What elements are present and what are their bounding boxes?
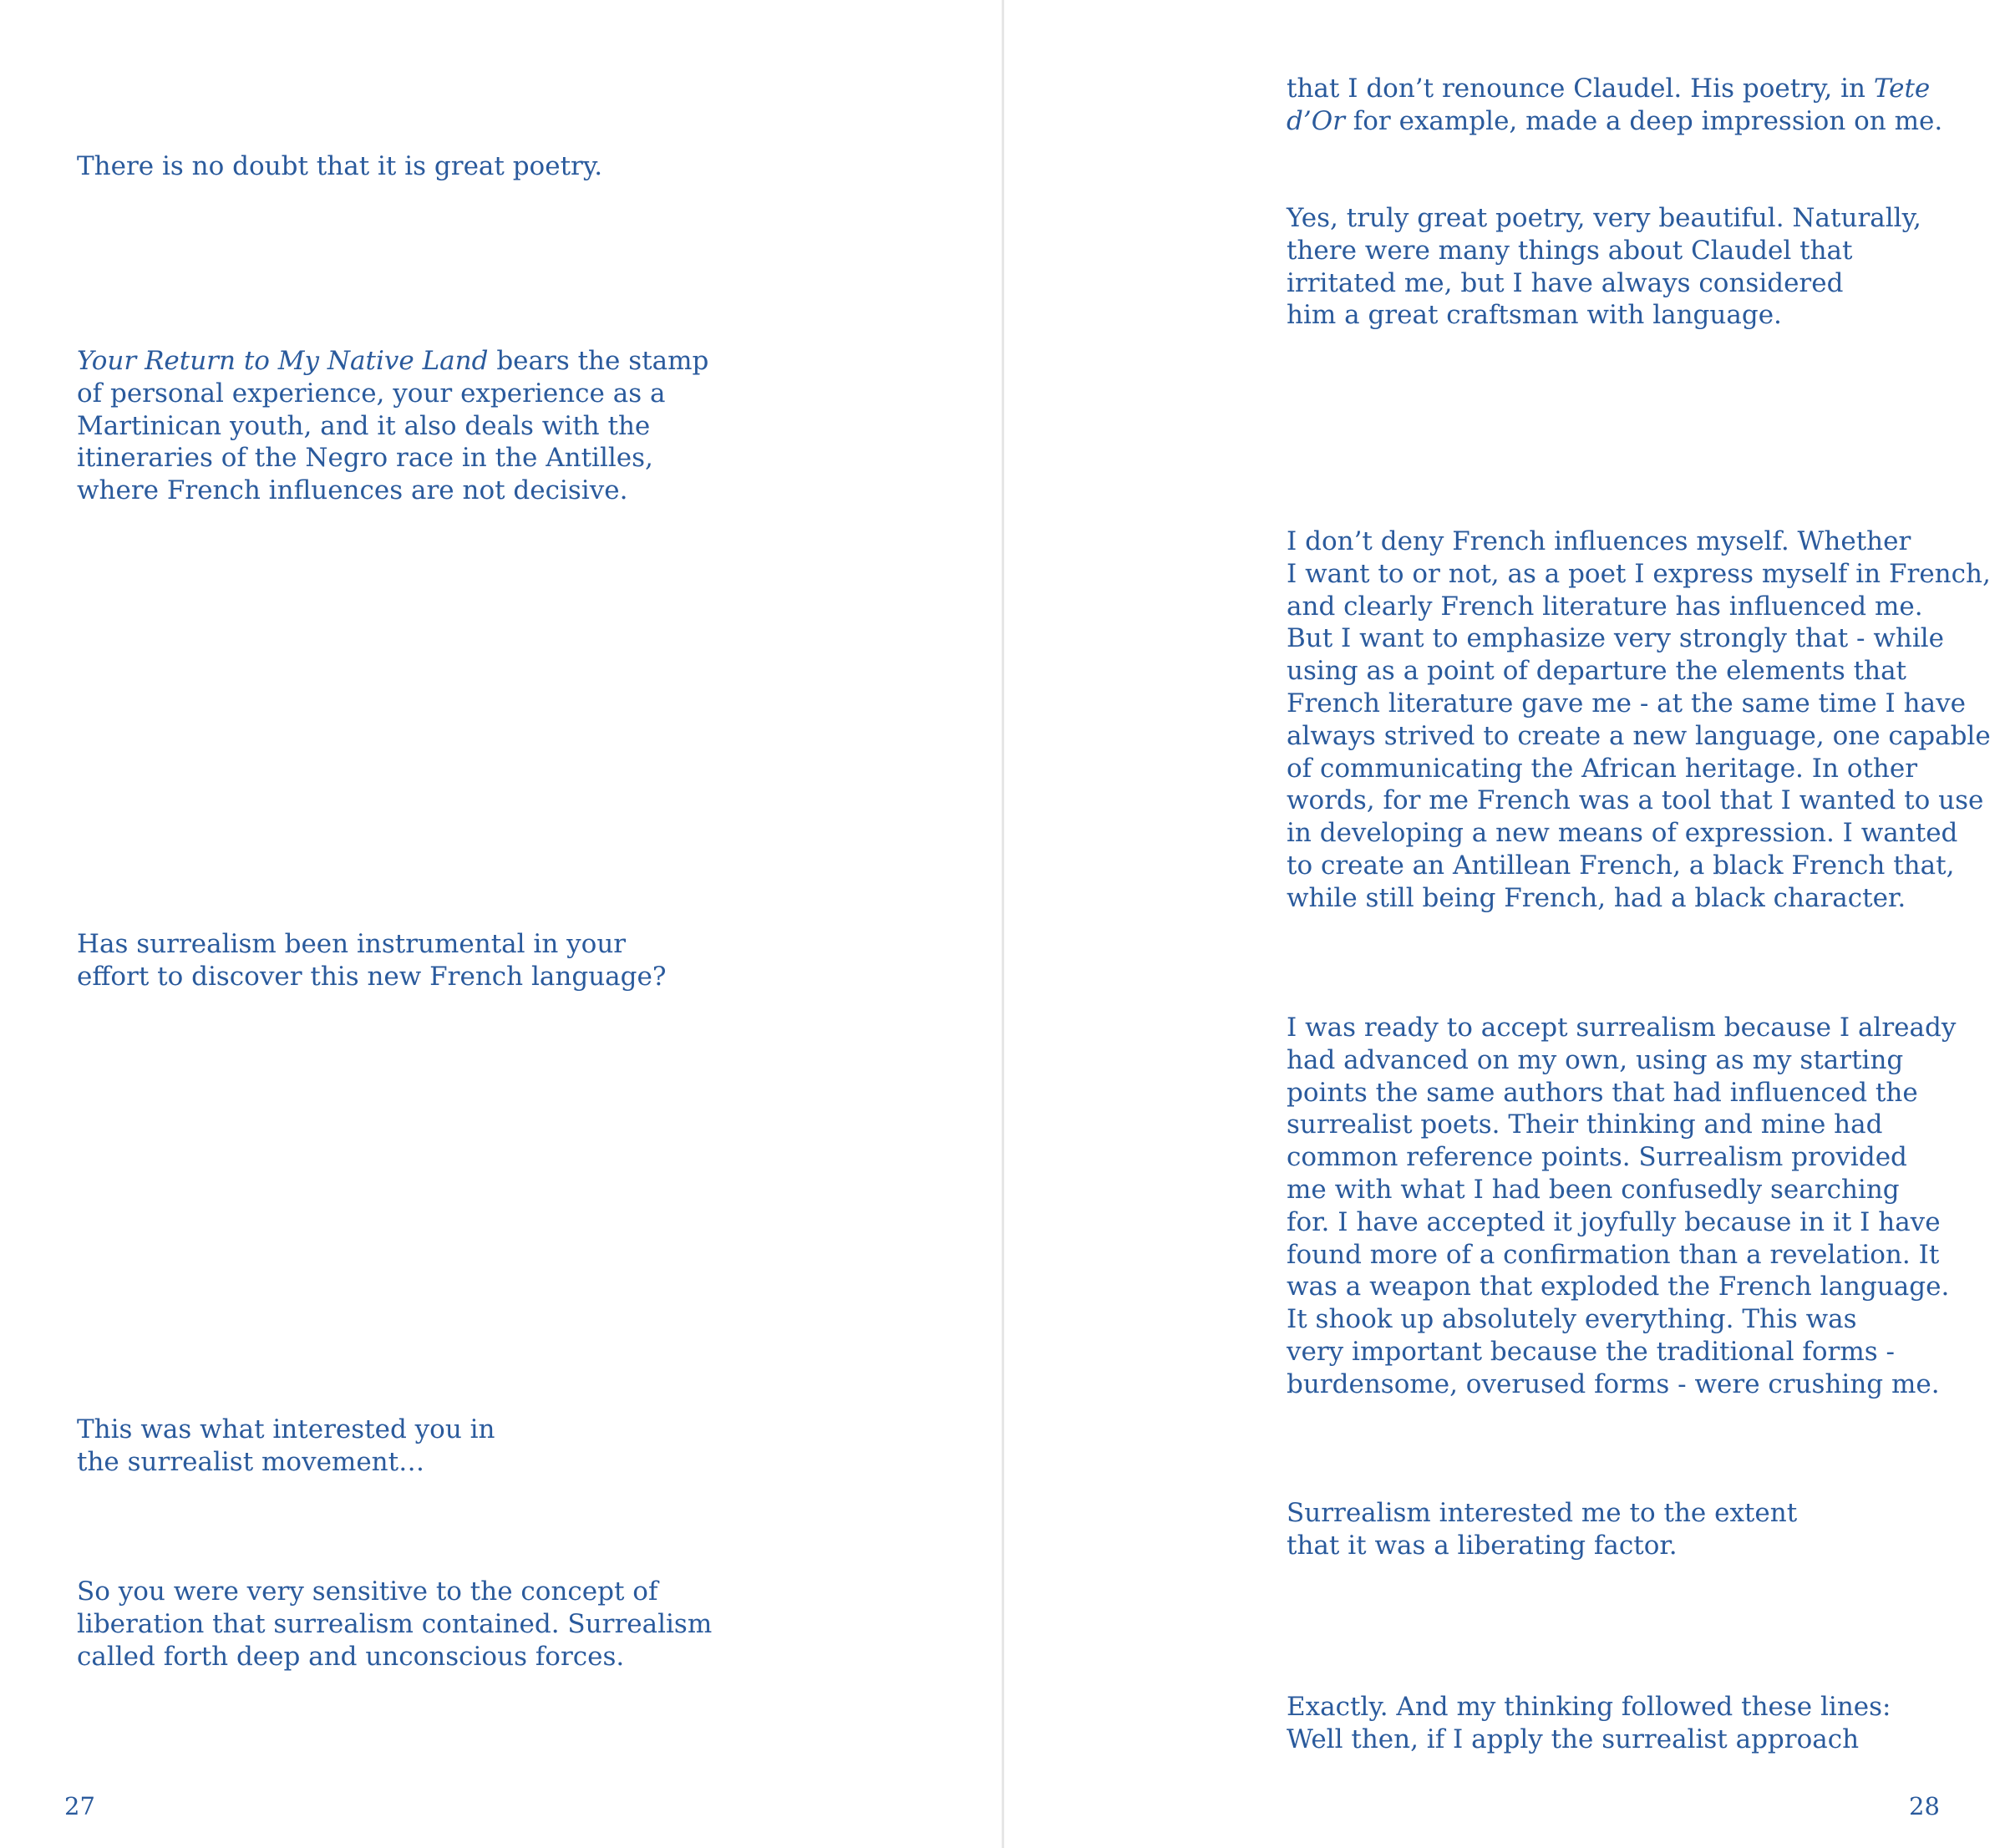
text-line: But I want to emphasize very strongly that - while bbox=[1287, 623, 1945, 654]
text-line: words, for me French was a tool that I wanted to use bbox=[1287, 785, 1984, 816]
answer-exactly bbox=[1287, 1691, 1891, 1756]
text-line: I don’t deny French influences myself. Whether bbox=[1287, 526, 1911, 556]
text-line: I was ready to accept surrealism because I already bbox=[1287, 1013, 1957, 1043]
answer-great-poetry bbox=[1287, 202, 1921, 332]
text-line: French literature gave me - at the same time I have bbox=[1287, 688, 1966, 718]
text-line: Exactly. And my thinking followed these lines: bbox=[1287, 1692, 1891, 1722]
text-line: irritated me, but I have always considered bbox=[1287, 267, 1844, 298]
text-line: Has surrealism been instrumental in your bbox=[77, 929, 627, 959]
text-line: It shook up absolutely everything. This was bbox=[1287, 1304, 1857, 1335]
text-line: Surrealism interested me to the extent bbox=[1287, 1498, 1798, 1528]
text-line: common reference points. Surrealism provided bbox=[1287, 1142, 1907, 1173]
text-line: d’Or for example, made a deep impression on me. bbox=[1287, 105, 1943, 136]
question-liberation bbox=[77, 1576, 712, 1673]
text-line: was a weapon that exploded the French language. bbox=[1287, 1272, 1950, 1302]
text-line: always strived to create a new language, one capable bbox=[1287, 720, 1991, 751]
page-number-right: 28 bbox=[1909, 1792, 1940, 1820]
question-native-land bbox=[77, 345, 708, 507]
text-line: very important because the traditional forms - bbox=[1287, 1336, 1895, 1367]
answer-liberating-factor bbox=[1287, 1497, 1797, 1562]
question-surrealism-instrumental bbox=[77, 928, 666, 993]
text-line: Martinican youth, and it also deals with the bbox=[77, 410, 651, 441]
question-surrealist-movement bbox=[77, 1414, 495, 1479]
text-line: for. I have accepted it joyfully because in it I have bbox=[1287, 1206, 1941, 1237]
answer-claudel-continued bbox=[1287, 73, 1942, 138]
play-title-italic: d’Or bbox=[1287, 105, 1345, 136]
page-number-left: 27 bbox=[64, 1792, 95, 1820]
text-line: There is no doubt that it is great poetry. bbox=[77, 151, 603, 181]
text-line: liberation that surrealism contained. Surrealism bbox=[77, 1608, 713, 1639]
book-title-italic: Your Return to My Native Land bbox=[77, 346, 489, 376]
text-line: to create an Antillean French, a black French that, bbox=[1287, 850, 1955, 881]
text-line: had advanced on my own, using as my starting bbox=[1287, 1044, 1904, 1075]
text-line: This was what interested you in bbox=[77, 1414, 495, 1444]
text-line: burdensome, overused forms - were crushing me. bbox=[1287, 1368, 1940, 1399]
text-line: the surrealist movement… bbox=[77, 1446, 425, 1477]
text-line: surrealist poets. Their thinking and mine had bbox=[1287, 1109, 1883, 1140]
answer-french-influences bbox=[1287, 525, 1991, 915]
text-line: him a great craftsman with language. bbox=[1287, 300, 1782, 331]
answer-accept-surrealism bbox=[1287, 1012, 1956, 1401]
text-line: effort to discover this new French language? bbox=[77, 961, 667, 992]
text-line: using as a point of departure the elements that bbox=[1287, 656, 1907, 687]
text-line: Well then, if I apply the surrealist approach bbox=[1287, 1724, 1860, 1754]
text-line: So you were very sensitive to the concept of bbox=[77, 1576, 658, 1607]
text-line: itineraries of the Negro race in the Antilles, bbox=[77, 443, 653, 474]
text-line: points the same authors that had influenced the bbox=[1287, 1077, 1918, 1108]
text-line: of personal experience, your experience as a bbox=[77, 378, 666, 409]
text-line: Yes, truly great poetry, very beautiful. Naturally, bbox=[1287, 203, 1921, 233]
play-title-italic: Tete bbox=[1873, 74, 1931, 104]
text-line: found more of a confirmation than a revelation. It bbox=[1287, 1239, 1940, 1270]
text-line: while still being French, had a black character. bbox=[1287, 882, 1906, 913]
left-page bbox=[0, 0, 1002, 1848]
right-page bbox=[1004, 0, 2005, 1848]
text-line: Your Return to My Native Land bears the stamp bbox=[77, 346, 709, 376]
text-line: me with what I had been confusedly searching bbox=[1287, 1174, 1900, 1205]
text-line: in developing a new means of expression. I wanted bbox=[1287, 818, 1958, 849]
question-great-poetry bbox=[77, 150, 602, 183]
text-line: there were many things about Claudel that bbox=[1287, 235, 1853, 266]
text-line: and clearly French literature has influenced me. bbox=[1287, 591, 1923, 622]
text-line: called forth deep and unconscious forces. bbox=[77, 1641, 625, 1672]
text-line: of communicating the African heritage. In other bbox=[1287, 753, 1918, 784]
text-line: I want to or not, as a poet I express myself in French, bbox=[1287, 558, 1991, 589]
text-line: that it was a liberating factor. bbox=[1287, 1530, 1678, 1561]
text-line: that I don’t renounce Claudel. His poetry, in Tete bbox=[1287, 74, 1931, 104]
text-line: where French influences are not decisive. bbox=[77, 475, 628, 506]
